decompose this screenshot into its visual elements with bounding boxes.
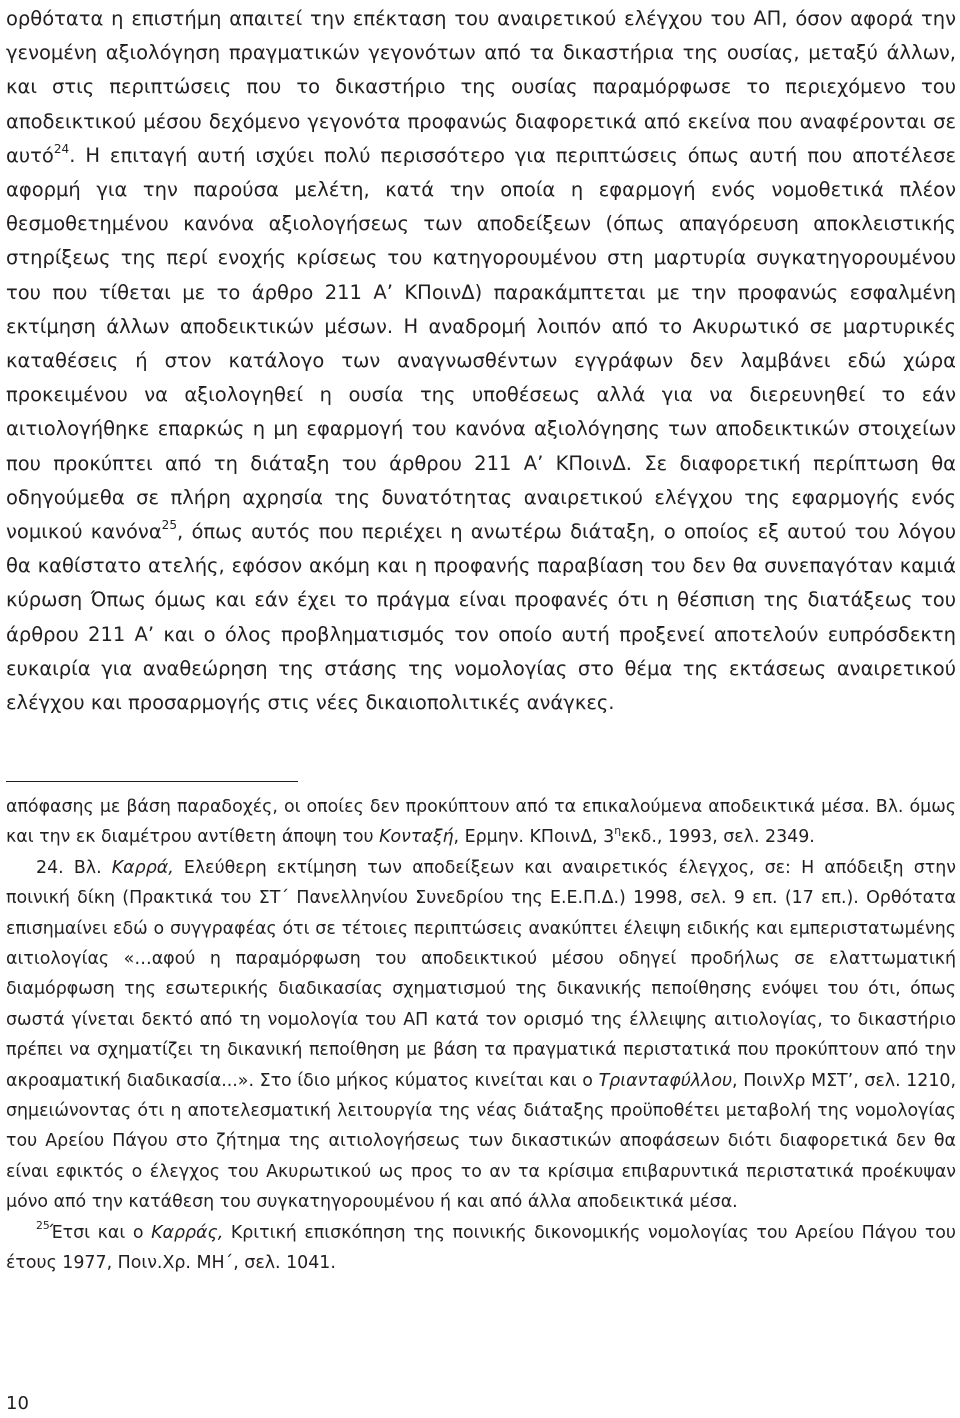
- footnote-24: 24. Βλ. Καρρά, Ελεύθερη εκτίμηση των αποδείξεων και αναιρετικός έλεγχος, σε: Η απόδειξη στην ποινική δίκη (Πρακτικά του ΣΤ΄ Πανελληνίου Συνεδρίου της Ε.Ε.Π.Δ.) 1998, σελ. 9 επ. (17 επ.). Ορθότατα επισημαίνει εδώ ο συγγραφέας ότι σε τέτοιες περιπτώσεις ανακύπτει έλειψη ειδικής και εμπεριστατωμένης αιτιολογίας «…αφού η παραμόρφωση του αποδεικτικού μέσου οδηγεί προδήλως σε ελαττωματική διαμόρφωση της εσωτερικής διαδικασίας σχηματισμού της δικανικής πεποίθησης ενόψει του ότι, όπως σωστά γίνεται δεκτό από τη νομολογία του ΑΠ κατά τον ορισμό της έλλειψης αιτιολογίας, το δικαστήριο πρέπει να σχηματίζει τη δικανική πεποίθηση με βάση τα πραγματικά περιστατικά που προκύπτουν από την ακροαματική διαδικασία...». Στο ίδιο μήκος κύματος κινείται και ο Τριανταφύλλου, ΠοινΧρ ΜΣΤ’, σελ. 1210, σημειώνοντας ότι η αποτελεσματική λειτουργία της νέας διάταξης προϋποθέτει μεταβολή της νομολογίας του Αρείου Πάγου στο ζήτημα της αιτιολογήσεως των δικαστικών αποφάσεων διότι διαφορετικά δεν θα είναι εφικτός ο έλεγχος του Ακυρωτικού ως προς το αν τα κρίσιμα επιβαρυντικά περιστατικά προέκυψαν μόνο από την κατάθεση του συγκατηγορουμένου ή και από άλλα αποδεικτικά μέσα.: [6, 857, 956, 1213]
- footnote-mark-25: 25: [36, 1219, 50, 1233]
- footnote-ref-24[interactable]: 24: [53, 141, 70, 156]
- page-body: [6, 0, 956, 720]
- author-name: Καρράς,: [151, 1222, 224, 1243]
- author-name: Καρρά,: [111, 857, 174, 878]
- author-name: Τριανταφύλλου: [598, 1070, 733, 1091]
- main-text-part-1: ορθότατα η επιστήμη απαιτεί την επέκταση του αναιρετικού ελέγχου του ΑΠ, όσον αφορά την γενομένη αξιολόγηση πραγματικών γεγονότων από τα δικαστήρια της ουσίας, μεταξύ άλλων, και στις περιπτώσεις που το δικαστήριο της ουσίας παραμόρφωσε το περιεχόμενο του αποδεικτικού μέσου δεχόμενο γεγονότα προφανώς διαφορετικά από εκείνα που αναφέρονται σε αυτό: [6, 7, 956, 167]
- author-name: Κονταξή: [379, 827, 454, 848]
- footnote-continuation: απόφασης με βάση παραδοχές, οι οποίες δεν προκύπτουν από τα επικαλούμενα αποδεικτικά μέσα. Βλ. όμως και την εκ διαμέτρου αντίθετη άποψη του Κονταξή, Ερμην. ΚΠοινΔ, $3^\eta\varepsilon\kappa\delta$., 1993, σελ. 2349.: [6, 797, 956, 848]
- main-paragraph: [6, 0, 956, 720]
- footnote-ref-25[interactable]: 25: [161, 517, 178, 532]
- footnote-25: $^{25}$Έτσι και ο Καρράς, Κριτική επισκόπηση της ποινικής δικονομικής νομολογίας του Αρείου Πάγου του έτους 1977, Ποιν.Χρ. ΜΗ΄, σελ. 1041.: [6, 1219, 956, 1274]
- edition-superscript: η: [614, 824, 622, 837]
- main-text-part-3: , όπως αυτός που περιέχει η ανωτέρω διάταξη, ο οποίος εξ αυτού του λόγου θα καθίστατο ατελής, εφόσον ακόμη και η προφανής παραβίαση του δεν θα συνεπαγόταν καμιά κύρωση Όπως όμως και εάν έχει το πράγμα είναι προφανές ότι η θέσπιση της διατάξεως του άρθρου 211 Α’ και ο όλος προβληματισμός τον οποίο αυτή προξενεί αποτελούν ευπρόσδεκτη ευκαιρία για αναθεώρηση της στάσης της νομολογίας στο θέμα της εκτάσεως αναιρετικού ελέγχου και προσαρμογής στις νέες δικαιοπολιτικές ανάγκες.: [6, 520, 956, 715]
- main-text-part-2: . Η επιταγή αυτή ισχύει πολύ περισσότερο για περιπτώσεις όπως αυτή που αποτέλεσε αφορμή για την παρούσα μελέτη, κατά την οποία η εφαρμογή ενός νομοθετικά πλέον θεσμοθετημένου κανόνα αξιολογήσεως των αποδείξεων (όπως απαγόρευση αποκλειστικής στηρίξεως της περί ενοχής κρίσεως του κατηγορουμένου στη μαρτυρία συγκατηγορουμένου του που τίθεται με το άρθρο 211 Α’ ΚΠοινΔ) παρακάμπτεται με την προφανώς εσφαλμένη εκτίμηση άλλων αποδεικτικών μέσων. Η αναδρομή λοιπόν από το Ακυρωτικό σε μαρτυρικές καταθέσεις ή στον κατάλογο των αναγνωσθέντων εγγράφων δεν λαμβάνει εδώ χώρα προκειμένου να αξιολογηθεί η ουσία της υποθέσεως αλλά για να διερευνηθεί το εάν αιτιολογήθηκε επαρκώς η μη εφαρμογή του κανόνα αξιολόγησης των αποδεικτικών στοιχείων που προκύπτει από τη διάταξη του άρθρου 211 Α’ ΚΠοινΔ. Σε διαφορετική περίπτωση θα οδηγούμεθα σε πλήρη αχρησία της δυνατότητας αναιρετικού ελέγχου της εφαρμογής ενός νομικού κανόνα: [6, 143, 956, 544]
- footnote-separator: [6, 781, 298, 782]
- page-number: 10: [6, 1393, 29, 1414]
- footnotes: [6, 792, 956, 1279]
